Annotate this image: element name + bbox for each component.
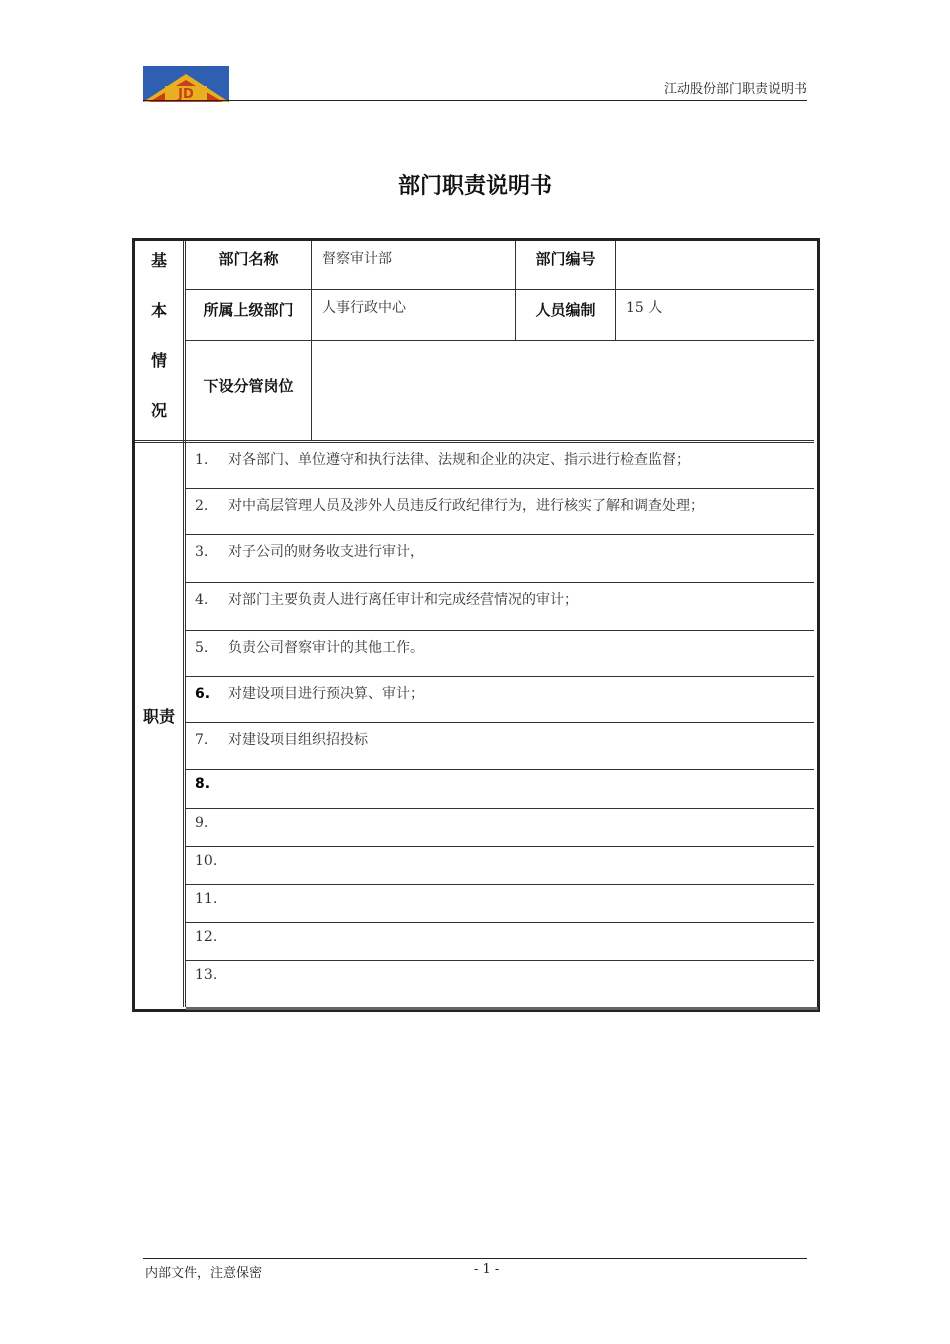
list-item <box>186 583 814 630</box>
duty-number: 4. <box>195 592 209 608</box>
dept-code-value <box>616 241 814 289</box>
duty-number: 7. <box>195 732 209 748</box>
duty-number: 9. <box>195 815 209 831</box>
dept-code-label: 部门编号 <box>535 250 596 268</box>
list-item <box>186 885 814 922</box>
parent-dept-label: 所属上级部门 <box>203 300 294 319</box>
duty-number: 6. <box>195 686 211 702</box>
basic-info-label-3: 情 <box>150 351 167 370</box>
list-item <box>186 809 814 846</box>
list-item <box>186 770 814 808</box>
page-number: - 1 - <box>474 1262 500 1277</box>
duty-number: 8. <box>195 776 211 792</box>
list-item <box>186 443 814 488</box>
logo-text: JD <box>178 87 194 102</box>
company-logo <box>143 66 229 102</box>
list-item <box>186 631 814 676</box>
duty-number: 11. <box>195 891 218 907</box>
headcount-value: 15 人 <box>626 300 663 316</box>
list-item <box>186 677 814 722</box>
duty-text: 对中高层管理人员及涉外人员违反行政纪律行为，进行核实了解和调查处理； <box>228 498 704 514</box>
duty-text: 负责公司督察审计的其他工作。 <box>228 640 424 656</box>
duty-text: 对各部门、单位遵守和执行法律、法规和企业的决定、指示进行检查监督； <box>228 452 690 468</box>
duty-text: 对部门主要负责人进行离任审计和完成经营情况的审计； <box>228 592 578 608</box>
duty-number: 5. <box>195 640 209 656</box>
list-item <box>186 723 814 769</box>
duty-number: 3. <box>195 544 209 560</box>
duty-number: 13. <box>195 967 218 983</box>
table-shadow <box>186 1007 818 1010</box>
basic-info-label-1: 基 <box>150 251 167 270</box>
sub-posts-label: 下设分管岗位 <box>203 376 294 395</box>
footer-confidential: 内部文件，注意保密 <box>145 1266 263 1281</box>
dept-name-label: 部门名称 <box>218 250 279 268</box>
duty-number: 12. <box>195 929 218 945</box>
page-title: 部门职责说明书 <box>397 174 552 199</box>
header-doc-title: 江动股份部门职责说明书 <box>663 82 807 97</box>
sub-posts-value <box>312 341 814 440</box>
basic-info-label-2: 本 <box>150 301 167 320</box>
list-item <box>186 923 814 960</box>
duty-number: 10. <box>195 853 218 869</box>
basic-info-label-4: 况 <box>150 401 167 420</box>
headcount-label: 人员编制 <box>535 300 596 319</box>
list-item <box>186 535 814 582</box>
duties-label: 职责 <box>142 707 175 726</box>
duty-text: 对建设项目进行预决算、审计； <box>228 686 424 702</box>
jd-logo-icon <box>143 66 229 102</box>
list-item <box>186 961 814 1005</box>
footer-rule <box>143 1258 807 1259</box>
list-item <box>186 489 814 534</box>
duty-text: 对建设项目组织招投标 <box>228 732 368 748</box>
duty-text: 对子公司的财务收支进行审计， <box>228 544 424 560</box>
list-item <box>186 847 814 884</box>
duty-number: 1. <box>195 452 209 468</box>
dept-name-value: 督察审计部 <box>322 251 392 267</box>
duty-number: 2. <box>195 498 209 514</box>
parent-dept-value: 人事行政中心 <box>322 300 406 316</box>
header-rule <box>143 100 807 101</box>
